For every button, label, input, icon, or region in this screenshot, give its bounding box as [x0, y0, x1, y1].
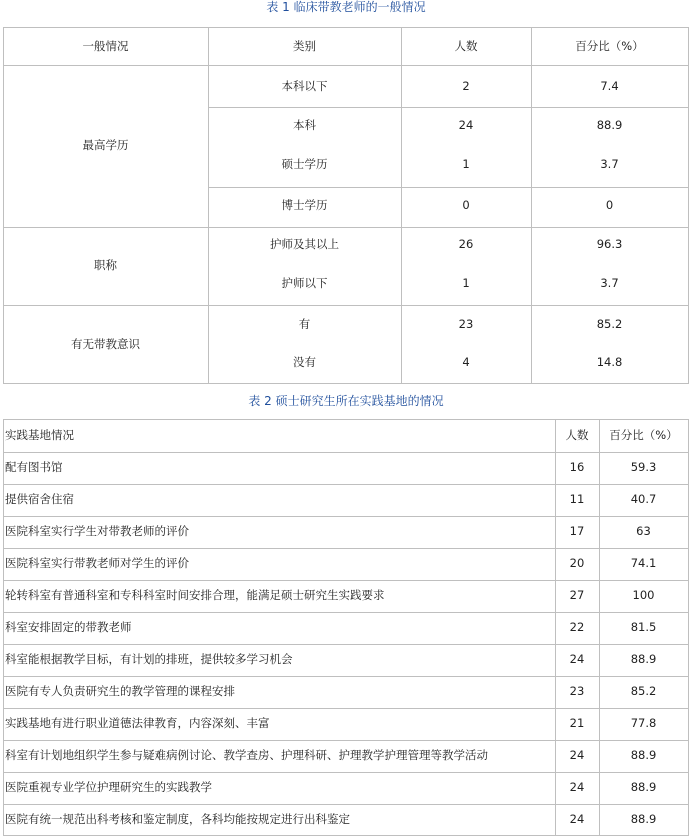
count-cell: 23 — [458, 317, 474, 331]
percent-cell: 88.9 — [596, 118, 623, 132]
item-cell: 科室能根据教学目标，有计划的排班，提供较多学习机会 — [5, 652, 293, 666]
percent-cell: 88.9 — [630, 652, 657, 666]
percent-cell: 88.9 — [630, 748, 657, 762]
group-label: 职称 — [94, 258, 117, 272]
percent-cell: 3.7 — [600, 157, 619, 171]
practice-base-table — [3, 419, 689, 836]
row-divider — [3, 27, 689, 28]
count-cell: 26 — [458, 237, 474, 251]
header-category: 类别 — [293, 39, 316, 53]
percent-cell: 88.9 — [630, 812, 657, 826]
row-divider — [3, 580, 689, 581]
item-cell: 医院科室实行带教老师对学生的评价 — [5, 556, 189, 570]
count-cell: 23 — [569, 684, 585, 698]
percent-cell: 96.3 — [596, 237, 623, 251]
count-cell: 21 — [569, 716, 585, 730]
percent-cell: 59.3 — [630, 460, 657, 474]
count-cell: 24 — [569, 780, 585, 794]
group-label: 有无带教意识 — [71, 337, 140, 351]
category-cell: 本科以下 — [281, 79, 328, 93]
category-cell: 本科 — [293, 118, 316, 132]
row-divider — [208, 107, 689, 108]
percent-cell: 77.8 — [630, 716, 657, 730]
row-divider — [3, 644, 689, 645]
category-cell: 没有 — [293, 355, 316, 369]
row-divider — [3, 383, 689, 384]
header-percent: 百分比（%） — [609, 428, 678, 442]
row-divider — [3, 708, 689, 709]
item-cell: 科室有计划地组织学生参与疑难病例讨论、教学查房、护理科研、护理教学护理管理等教学活动 — [5, 748, 488, 762]
percent-cell: 85.2 — [630, 684, 657, 698]
teacher-info-table — [3, 27, 689, 384]
item-cell: 医院有统一规范出科考核和鉴定制度，各科均能按规定进行出科鉴定 — [5, 812, 350, 826]
category-cell: 硕士学历 — [281, 157, 328, 171]
row-divider — [3, 804, 689, 805]
count-cell: 16 — [569, 460, 585, 474]
col-divider — [3, 419, 4, 836]
category-cell: 有 — [298, 317, 311, 331]
header-practice-item: 实践基地情况 — [5, 428, 74, 442]
percent-cell: 63 — [636, 524, 651, 538]
header-count: 人数 — [454, 39, 478, 53]
col-divider — [3, 27, 4, 384]
row-divider — [3, 65, 689, 66]
percent-cell: 0 — [605, 198, 614, 212]
count-cell: 2 — [462, 79, 470, 93]
count-cell: 11 — [569, 492, 585, 506]
item-cell: 医院有专人负责研究生的教学管理的课程安排 — [5, 684, 235, 698]
count-cell: 17 — [569, 524, 585, 538]
row-divider — [3, 612, 689, 613]
row-divider — [208, 187, 689, 188]
count-cell: 24 — [569, 748, 585, 762]
count-cell: 0 — [462, 198, 470, 212]
percent-cell: 85.2 — [596, 317, 623, 331]
count-cell: 1 — [462, 157, 470, 171]
row-divider — [3, 419, 689, 420]
item-cell: 医院科室实行学生对带教老师的评价 — [5, 524, 189, 538]
percent-cell: 3.7 — [600, 276, 619, 290]
percent-cell: 74.1 — [630, 556, 657, 570]
category-cell: 护师及其以上 — [270, 237, 339, 251]
header-count: 人数 — [565, 428, 589, 442]
table2-caption: 表 2 硕士研究生所在实践基地的情况 — [0, 388, 692, 414]
item-cell: 轮转科室有普通科室和专科科室时间安排合理，能满足硕士研究生实践要求 — [5, 588, 385, 602]
category-cell: 护师以下 — [281, 276, 328, 290]
count-cell: 24 — [458, 118, 474, 132]
item-cell: 实践基地有进行职业道德法律教育，内容深刻、丰富 — [5, 716, 270, 730]
header-general: 一般情况 — [82, 39, 129, 53]
row-divider — [3, 305, 689, 306]
count-cell: 1 — [462, 276, 470, 290]
count-cell: 20 — [569, 556, 585, 570]
percent-cell: 100 — [632, 588, 655, 602]
row-divider — [3, 516, 689, 517]
row-divider — [3, 227, 689, 228]
count-cell: 27 — [569, 588, 585, 602]
col-divider — [688, 27, 689, 384]
col-divider — [688, 419, 689, 836]
row-divider — [3, 740, 689, 741]
category-cell: 博士学历 — [281, 198, 328, 212]
item-cell: 提供宿舍住宿 — [5, 492, 74, 506]
percent-cell: 14.8 — [596, 355, 623, 369]
row-divider — [3, 452, 689, 453]
count-cell: 22 — [569, 620, 585, 634]
count-cell: 24 — [569, 812, 585, 826]
percent-cell: 40.7 — [630, 492, 657, 506]
item-cell: 科室安排固定的带教老师 — [5, 620, 132, 634]
row-divider — [3, 676, 689, 677]
header-percent: 百分比（%） — [575, 39, 644, 53]
count-cell: 4 — [462, 355, 470, 369]
percent-cell: 81.5 — [630, 620, 657, 634]
item-cell: 医院重视专业学位护理研究生的实践教学 — [5, 780, 212, 794]
count-cell: 24 — [569, 652, 585, 666]
row-divider — [3, 835, 689, 836]
item-cell: 配有图书馆 — [5, 460, 63, 474]
group-label: 最高学历 — [82, 138, 129, 152]
table1-caption: 表 1 临床带教老师的一般情况 — [266, 0, 426, 14]
row-divider — [3, 548, 689, 549]
percent-cell: 88.9 — [630, 780, 657, 794]
row-divider — [3, 772, 689, 773]
percent-cell: 7.4 — [600, 79, 619, 93]
row-divider — [3, 484, 689, 485]
